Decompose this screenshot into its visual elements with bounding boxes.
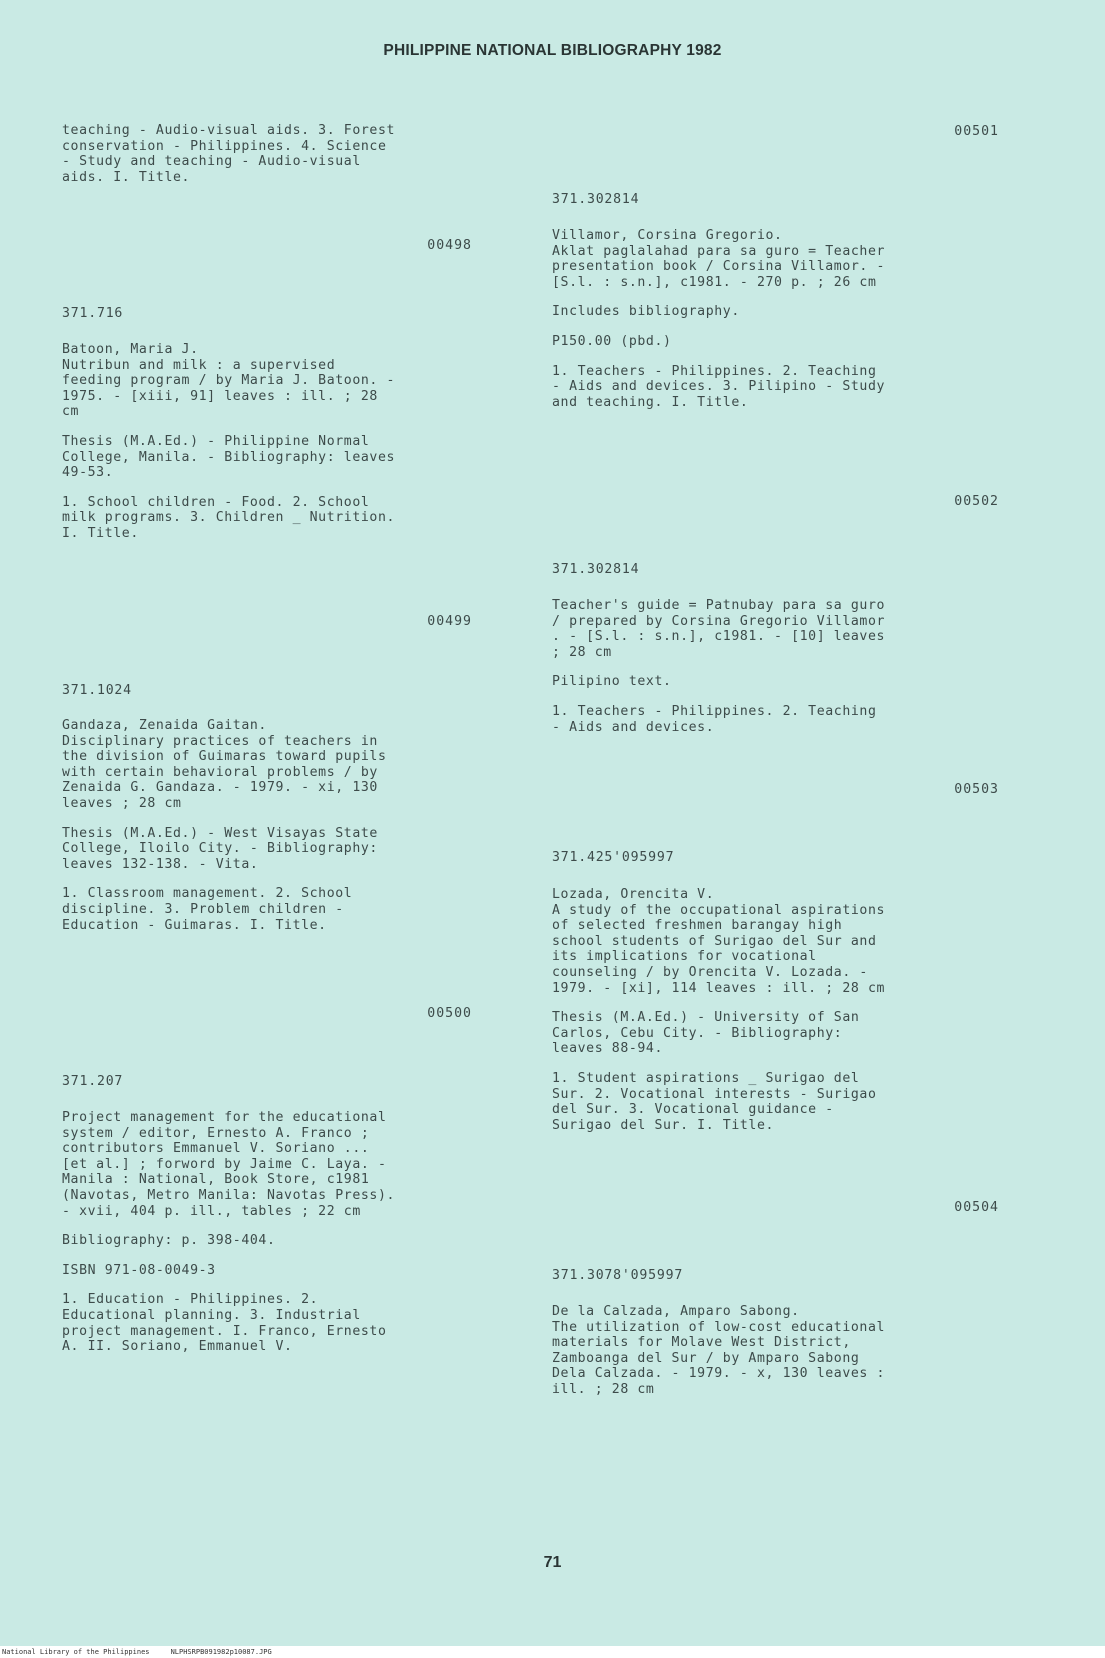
- entry-record: [552, 887, 1007, 1147]
- entry-record: [552, 1304, 1007, 1412]
- entry-record: [62, 718, 512, 947]
- call-number: 371.3078'095997: [552, 1268, 684, 1283]
- call-number: 371.716: [62, 306, 124, 321]
- entry-number: 00499: [427, 614, 472, 629]
- entry-subjects: 1. School children - Food. 2. School milk programs. 3. Children _ Nutrition. I. Title.: [62, 494, 396, 541]
- entry-note: Pilipino text.: [552, 674, 672, 690]
- entry-price: P150.00 (pbd.): [552, 333, 672, 349]
- entry-note: Thesis (M.A.Ed.) - University of San Carlos, Cebu City. - Bibliography: leaves 88-94.: [552, 1010, 860, 1057]
- entry-subjects: 1. Teachers - Philippines. 2. Teaching - Aids and devices. 3. Pilipino - Study and teaching. I. Title.: [552, 363, 886, 410]
- entry-note: Includes bibliography.: [552, 304, 740, 320]
- entry-subjects: 1. Teachers - Philippines. 2. Teaching - Aids and devices.: [552, 703, 877, 735]
- entry-description: De la Calzada, Amparo Sabong. The utilization of low-cost educational materials for Molave West District, Zamboanga del Sur / by Amparo Sabong Dela Calzada. - 1979. - x, 130 leaves : ill. ; 28 cm: [552, 1304, 886, 1397]
- call-number: 371.207: [62, 1074, 124, 1089]
- entry-record: [62, 342, 512, 556]
- entry-description: Batoon, Maria J. Nutribun and milk : a supervised feeding program / by Maria J. Batoon. - 1975. - [xiii, 91] leaves : ill. ; 28 cm: [62, 342, 396, 420]
- call-number: 371.1024: [62, 683, 132, 698]
- entry-subjects: 1. Student aspirations _ Surigao del Sur. 2. Vocational interests - Surigao del Sur. 3. Vocational guidance - Surigao del Sur. I. Title.: [552, 1070, 877, 1133]
- entry-isbn: ISBN 971-08-0049-3: [62, 1262, 216, 1278]
- entry-number: 00503: [954, 782, 999, 797]
- call-number: 371.302814: [552, 192, 640, 207]
- entry-description: Villamor, Corsina Gregorio. Aklat paglalahad para sa guro = Teacher presentation book / Corsina Villamor. - [S.l. : s.n.], c1981. - 270 p. ; 26 cm: [552, 228, 886, 290]
- entry-number: 00500: [427, 1006, 472, 1021]
- call-number: 371.425'095997: [552, 850, 675, 865]
- page-header: PHILIPPINE NATIONAL BIBLIOGRAPHY 1982: [383, 42, 722, 59]
- entry-note: Thesis (M.A.Ed.) - West Visayas State College, Iloilo City. - Bibliography: leaves 132-138. - Vita.: [62, 825, 378, 872]
- entry-description: Lozada, Orencita V. A study of the occupational aspirations of selected freshmen barangay high school students of Surigao del Sur and its implications for vocational counseling / by Orencita V. Lozada. - 1979. - [xi], 114 leaves : ill. ; 28 cm: [552, 887, 886, 996]
- entry-description: Project management for the educational system / editor, Ernesto A. Franco ; contributors Emmanuel V. Soriano ... [et al.] ; forword by Jaime C. Laya. - Manila : National, Book Store, c1981 (Navotas, Metro Manila: Navotas Press). - xvii, 404 p. ill., tables ; 22 cm: [62, 1110, 396, 1219]
- entry-number: 00504: [954, 1200, 999, 1215]
- continuation-paragraph: teaching - Audio-visual aids. 3. Forest conservation - Philippines. 4. Science - Study and teaching - Audio-visual aids. I. Title.: [62, 123, 396, 185]
- entry-subjects: 1. Classroom management. 2. School discipline. 3. Problem children - Education - Guimaras. I. Title.: [62, 886, 353, 933]
- entry-number: 00498: [427, 238, 472, 253]
- entry-record: [62, 1110, 512, 1369]
- entry-subjects: 1. Education - Philippines. 2. Educational planning. 3. Industrial project management. I. Franco, Ernesto A. II. Soriano, Emmanuel V.: [62, 1292, 387, 1355]
- entry-description: Teacher's guide = Patnubay para sa guro / prepared by Corsina Gregorio Villamor . - [S.l. : s.n.], c1981. - [10] leaves ; 28 cm: [552, 598, 886, 660]
- entry-note: Bibliography: p. 398-404.: [62, 1233, 276, 1249]
- scan-footer: National Library of the Philippines NLPHSRPB091982p10087.JPG: [0, 1646, 1105, 1658]
- entry-number: 00501: [954, 124, 999, 139]
- entry-description: Gandaza, Zenaida Gaitan. Disciplinary practices of teachers in the division of Guimaras toward pupils with certain behavioral problems / by Zenaida G. Gandaza. - 1979. - xi, 130 leaves ; 28 cm: [62, 718, 387, 811]
- continuation-text: [62, 123, 512, 199]
- entry-number: 00502: [954, 494, 999, 509]
- entry-note: Thesis (M.A.Ed.) - Philippine Normal College, Manila. - Bibliography: leaves 49-53.: [62, 433, 396, 481]
- entry-record: [552, 598, 1007, 749]
- page-number: 71: [543, 1554, 562, 1571]
- entry-record: [552, 228, 1007, 424]
- call-number: 371.302814: [552, 562, 640, 577]
